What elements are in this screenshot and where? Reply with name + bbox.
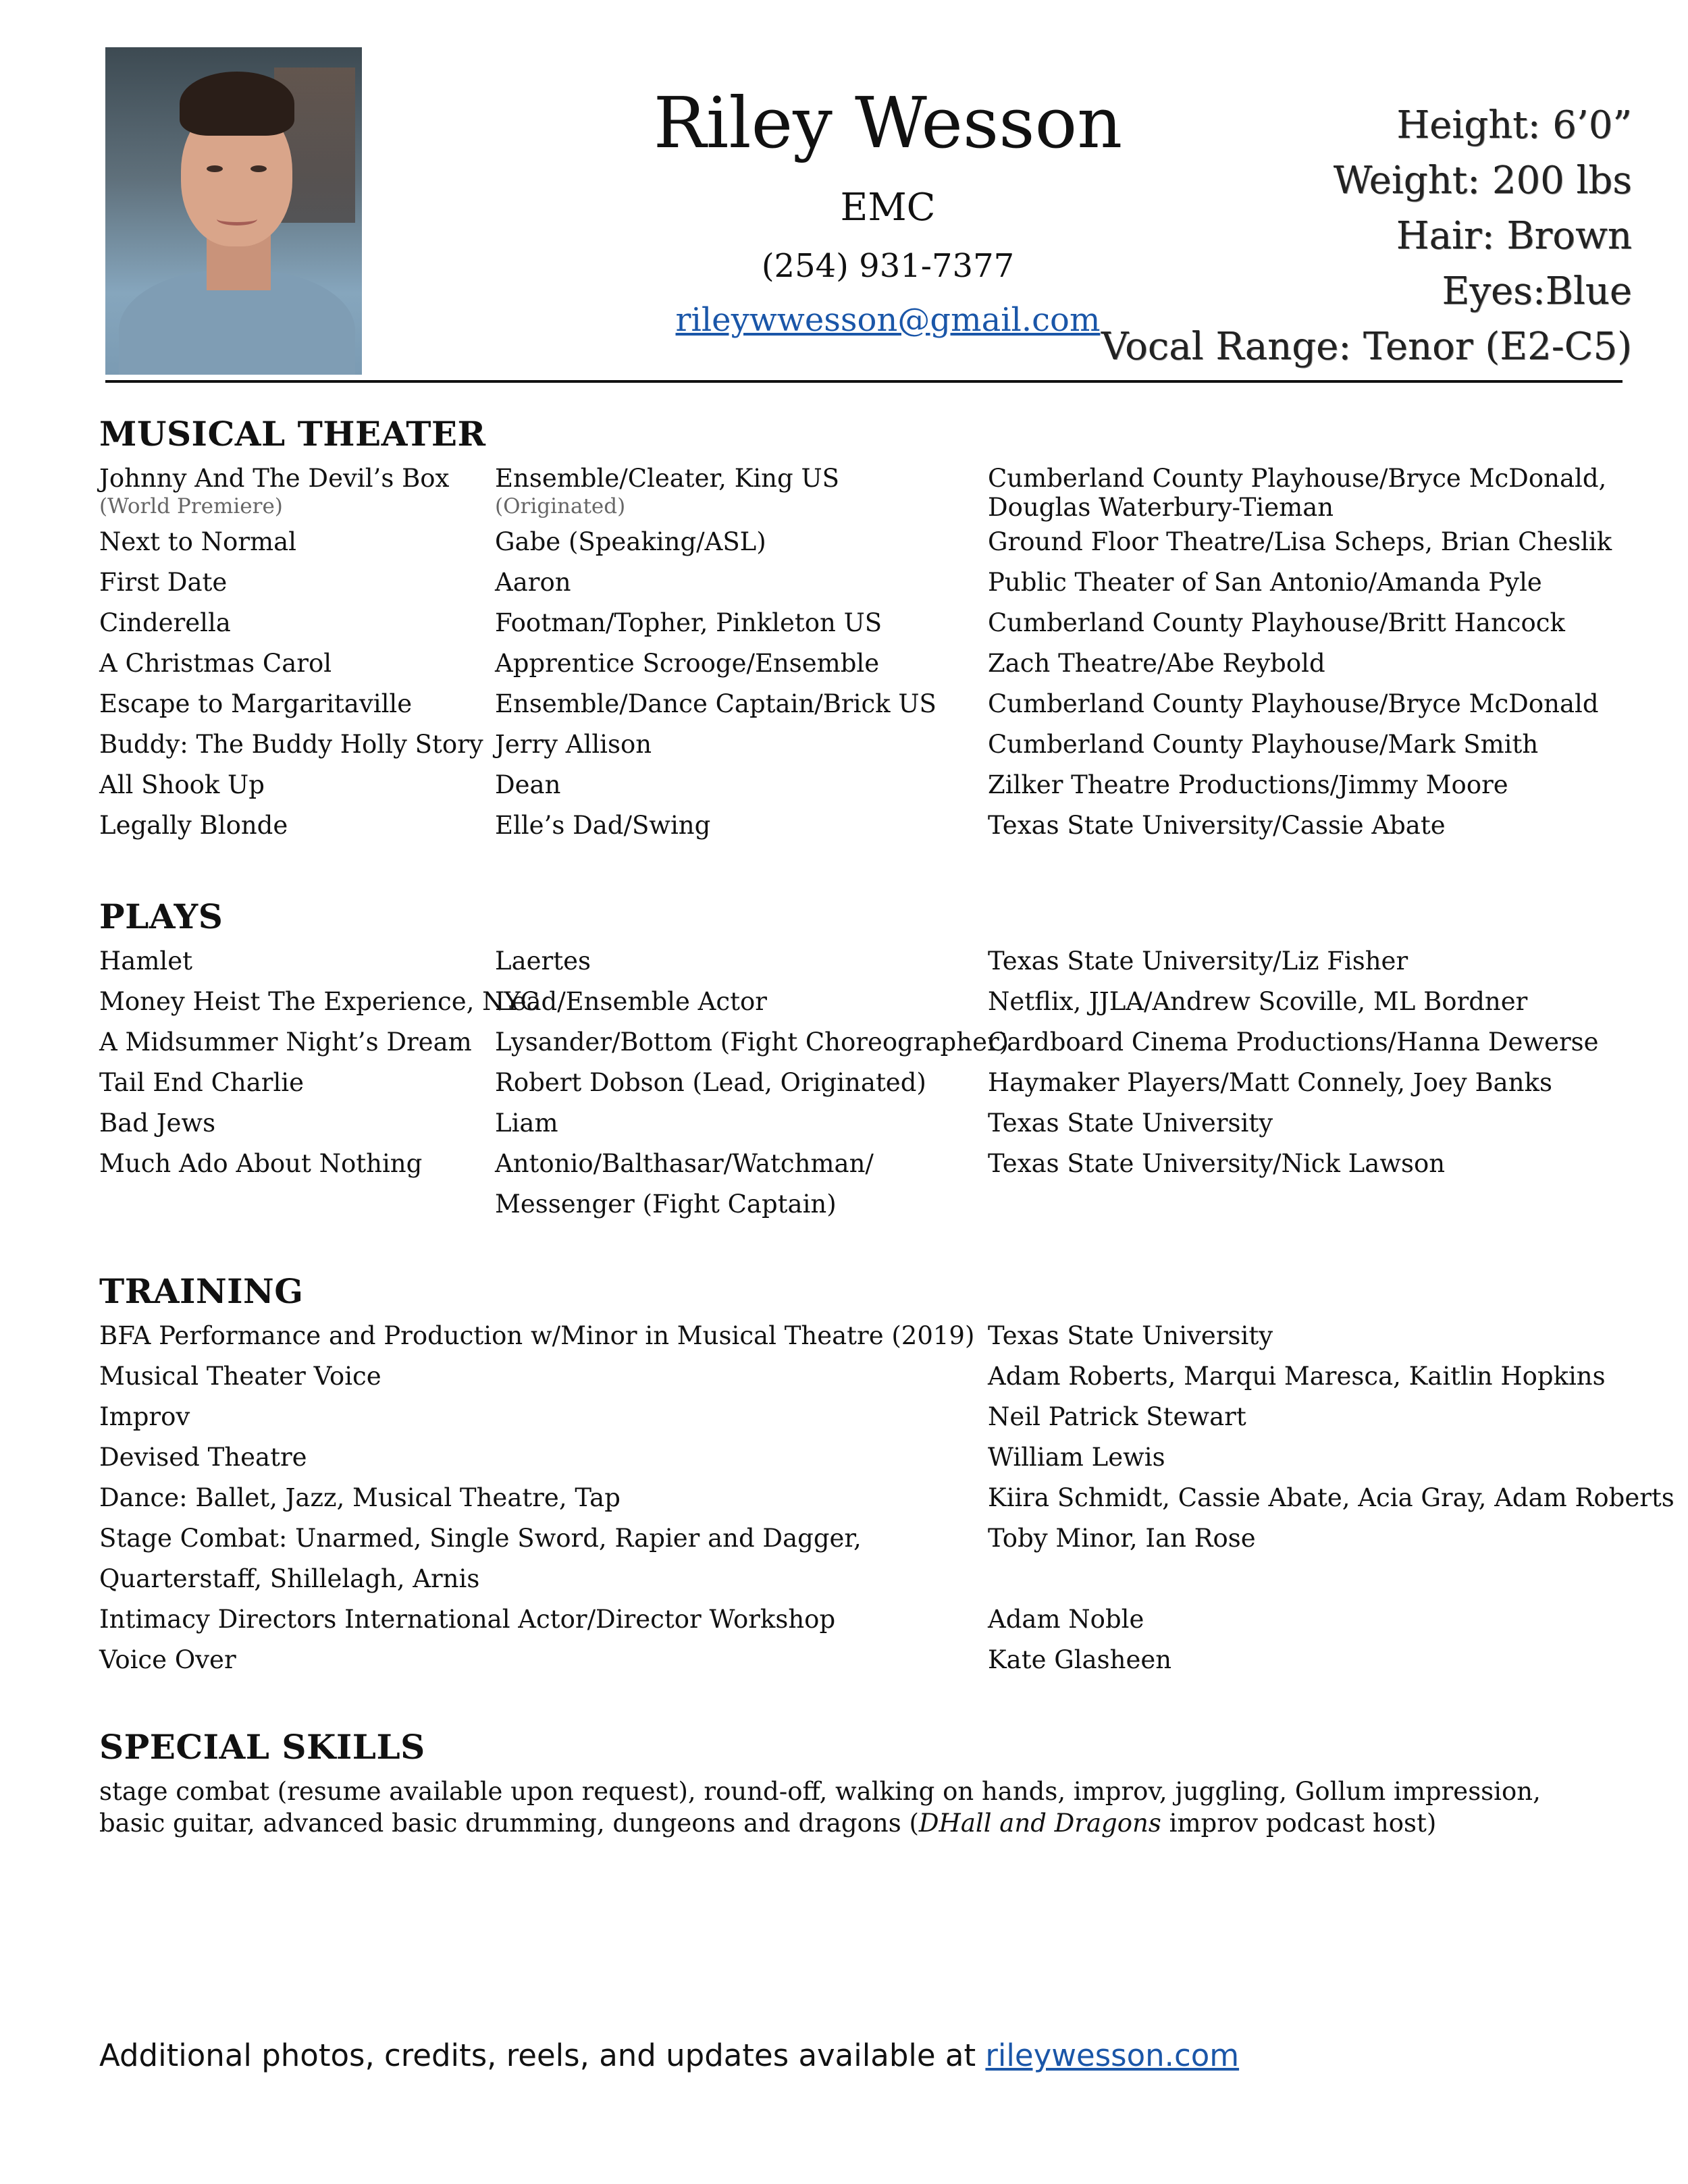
role: Dean [495,770,561,799]
role: Footman/Topher, Pinkleton US [495,608,882,637]
section-title-special-skills: SPECIAL SKILLS [99,1727,425,1767]
venue: Texas State University/Nick Lawson [988,1149,1446,1178]
role: Lead/Ensemble Actor [495,987,767,1016]
training-teacher: Kate Glasheen [988,1645,1172,1674]
role: Liam [495,1109,558,1138]
training-teacher: William Lewis [988,1443,1165,1472]
email-link[interactable]: rileywwesson@gmail.com [675,301,1101,339]
role: Jerry Allison [495,730,652,759]
show-title: First Date [99,568,228,597]
section-title-training: TRAINING [99,1271,304,1311]
role: Lysander/Bottom (Fight Choreographer) [495,1028,1009,1057]
training-subject: Stage Combat: Unarmed, Single Sword, Rapier and Dagger, [99,1524,862,1553]
stat-weight: Weight: 200 lbs [1333,159,1632,203]
training-subject: Dance: Ballet, Jazz, Musical Theatre, Tap [99,1483,621,1512]
union-status: EMC [840,186,936,230]
role-note: (Originated) [495,494,626,518]
header-divider [105,380,1623,383]
physical-stats [1101,98,1632,375]
venue: Cumberland County Playhouse/Bryce McDonald, [988,464,1607,493]
venue: Zilker Theatre Productions/Jimmy Moore [988,770,1508,799]
training-subject: BFA Performance and Production w/Minor in Musical Theatre (2019) [99,1321,975,1350]
training-teacher: Kiira Schmidt, Cassie Abate, Acia Gray, Adam Roberts [988,1483,1674,1512]
training-teacher: Texas State University [988,1321,1273,1350]
stat-eyes: Eyes:Blue [1442,269,1632,313]
training-subject: Musical Theater Voice [99,1362,381,1391]
actor-name: Riley Wesson [653,82,1123,164]
training-subject: Voice Over [99,1645,236,1674]
venue: Cumberland County Playhouse/Bryce McDonald [988,689,1599,718]
role: Gabe (Speaking/ASL) [495,527,766,556]
headshot-photo [105,47,362,375]
venue: Texas State University [988,1109,1273,1138]
role: Ensemble/Dance Captain/Brick US [495,689,937,718]
phone-number: (254) 931-7377 [761,247,1015,285]
section-title-musical-theater: MUSICAL THEATER [99,414,486,454]
website-link[interactable]: rileywesson.com [985,2037,1240,2073]
show-title: Money Heist The Experience, NYC [99,987,539,1016]
venue: Cardboard Cinema Productions/Hanna Dewerse [988,1028,1599,1057]
venue: Haymaker Players/Matt Connely, Joey Banks [988,1068,1552,1097]
show-title: Hamlet [99,947,193,976]
training-subject: Intimacy Directors International Actor/Director Workshop [99,1605,836,1634]
footer-note: Additional photos, credits, reels, and updates available at rileywesson.com [99,2037,1240,2073]
training-subject: Improv [99,1402,190,1431]
training-teacher: Adam Noble [988,1605,1144,1634]
show-title: A Midsummer Night’s Dream [99,1028,472,1057]
venue: Public Theater of San Antonio/Amanda Pyle [988,568,1542,597]
venue-continued: Douglas Waterbury-Tieman [988,492,1334,522]
show-title: Escape to Margaritaville [99,689,413,718]
special-skills-text: stage combat (resume available upon request), round-off, walking on hands, improv, juggling, Gollum impression, basic guitar, advanced basic drumming, dungeons and dragons (DHall and Dragons improv podcast host) [99,1777,1541,1838]
stat-hair: Hair: Brown [1396,214,1632,258]
training-subject-continued: Quarterstaff, Shillelagh, Arnis [99,1564,480,1593]
training-subject: Devised Theatre [99,1443,307,1472]
show-note: (World Premiere) [99,494,283,518]
role: Antonio/Balthasar/Watchman/ [495,1149,874,1178]
training-teacher: Neil Patrick Stewart [988,1402,1246,1431]
venue: Ground Floor Theatre/Lisa Scheps, Brian Cheslik [988,527,1612,556]
venue: Cumberland County Playhouse/Britt Hancock [988,608,1565,637]
role: Aaron [495,568,571,597]
podcast-name: DHall and Dragons [918,1809,1161,1838]
training-teacher: Toby Minor, Ian Rose [988,1524,1256,1553]
show-title: All Shook Up [99,770,265,799]
show-title: Buddy: The Buddy Holly Story [99,730,483,759]
show-title: A Christmas Carol [99,649,332,678]
stat-vocal-range: Vocal Range: Tenor (E2-C5) [1101,325,1632,369]
section-title-plays: PLAYS [99,897,223,936]
training-teacher: Adam Roberts, Marqui Maresca, Kaitlin Hopkins [988,1362,1606,1391]
role: Apprentice Scrooge/Ensemble [495,649,880,678]
show-title: Tail End Charlie [99,1068,305,1097]
role: Laertes [495,947,591,976]
role: Ensemble/Cleater, King US [495,464,839,493]
show-title: Next to Normal [99,527,296,556]
show-title: Cinderella [99,608,231,637]
stat-height: Height: 6’0” [1396,103,1632,147]
role: Elle’s Dad/Swing [495,811,711,840]
venue: Cumberland County Playhouse/Mark Smith [988,730,1539,759]
role: Robert Dobson (Lead, Originated) [495,1068,926,1097]
venue: Texas State University/Liz Fisher [988,947,1408,976]
show-title: Bad Jews [99,1109,216,1138]
venue: Netflix, JJLA/Andrew Scoville, ML Bordner [988,987,1528,1016]
show-title: Much Ado About Nothing [99,1149,423,1178]
show-title: Legally Blonde [99,811,288,840]
role-continued: Messenger (Fight Captain) [495,1189,837,1219]
venue: Zach Theatre/Abe Reybold [988,649,1325,678]
show-title: Johnny And The Devil’s Box [99,464,450,493]
venue: Texas State University/Cassie Abate [988,811,1446,840]
